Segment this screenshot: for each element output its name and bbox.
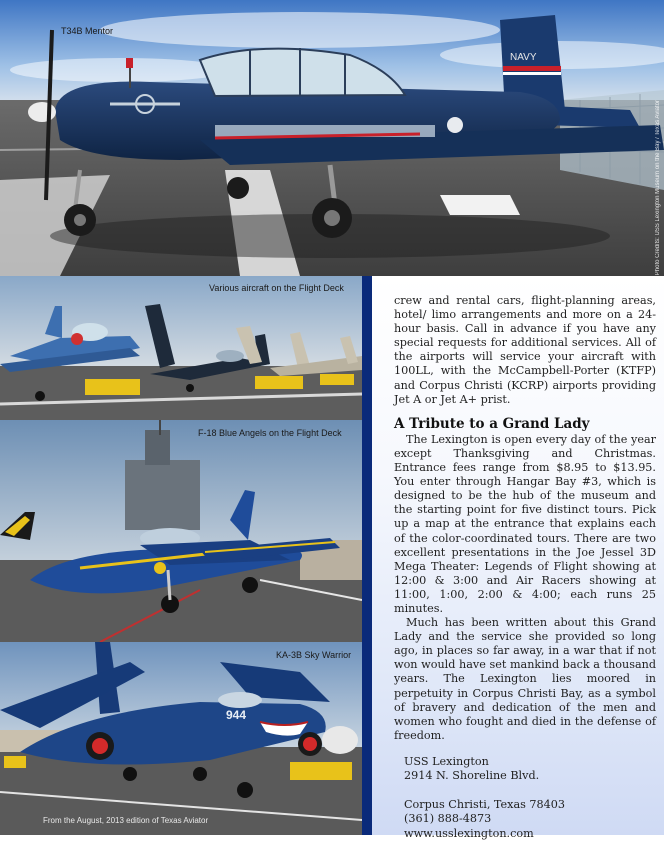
tail-text: NAVY [510,52,537,63]
photo-ka3b-sky-warrior [0,642,362,835]
address-name: USS Lexington [404,754,489,768]
address-web: www.usslexington.com [404,826,534,840]
caption-ka3b-sky-warrior: KA-3B Sky Warrior [276,650,352,660]
photo-t34b-mentor [0,0,664,276]
tail-number: 944 [226,708,247,722]
address-phone: (361) 888-4873 [404,812,492,826]
article-panel [362,276,664,840]
caption-f18-blue-angels: F-18 Blue Angels on the Flight Deck [198,428,342,438]
photo-credit-vertical: Photo Credits: USS Lexington Museum on the Bay / Texas Aviator [655,100,661,276]
article-heading: A Tribute to a Grand Lady [394,415,590,432]
photo-f18-blue-angels [0,420,362,642]
article-paragraph-1: The Lexington is open every day of the year except Thanksgiving and Christmas. Entrance fees range from $8.95 to $13.95. You enter through Hangar Bay #3, which is designed to be the hub of the museum and the starting point for five distinct tours. Pick up a map at the entrance that explains each of the color-coordinated tours. There are two excellent presentations in the Joe Jessel 3D Mega Theater: Legends of Flight showing at 12:00 & 3:00 and Air Racers showing at 11:00, 1:00, 2:00 & 4:00; each runs 25 minutes. [394,432,656,615]
article-intro: crew and rental cars, flight-planning areas, hotel/ limo arrangements and more on a 24-hour basis. Call in advance if you have any special requests for additional services. All of the airports will service your aircraft with 100LL, with the McCampbell-Porter (KTFP) and Corpus Christi (KCRP) airports providing Jet A or Jet A+ prist. [394,294,656,406]
article-body [394,294,656,841]
address-city: Corpus Christi, Texas 78403 [404,797,566,811]
address-street: 2914 N. Shoreline Blvd. [404,769,540,783]
address-block [394,755,656,841]
caption-t34b-mentor: T34B Mentor [61,26,114,36]
source-note: From the August, 2013 edition of Texas Aviator [43,816,209,825]
photo-various-aircraft [0,276,362,420]
article-paragraph-2: Much has been written about this Grand Lady and the service she provided so long ago, in places so far away, in a war that if not won would have set mankind back a thousand years. The Lexington lies moored in perpetuity in Corpus Christi Bay, as a symbol of bravery and dedication of the men and women who fought and died in the defense of freedom. [394,616,656,742]
caption-various-aircraft: Various aircraft on the Flight Deck [209,283,344,293]
